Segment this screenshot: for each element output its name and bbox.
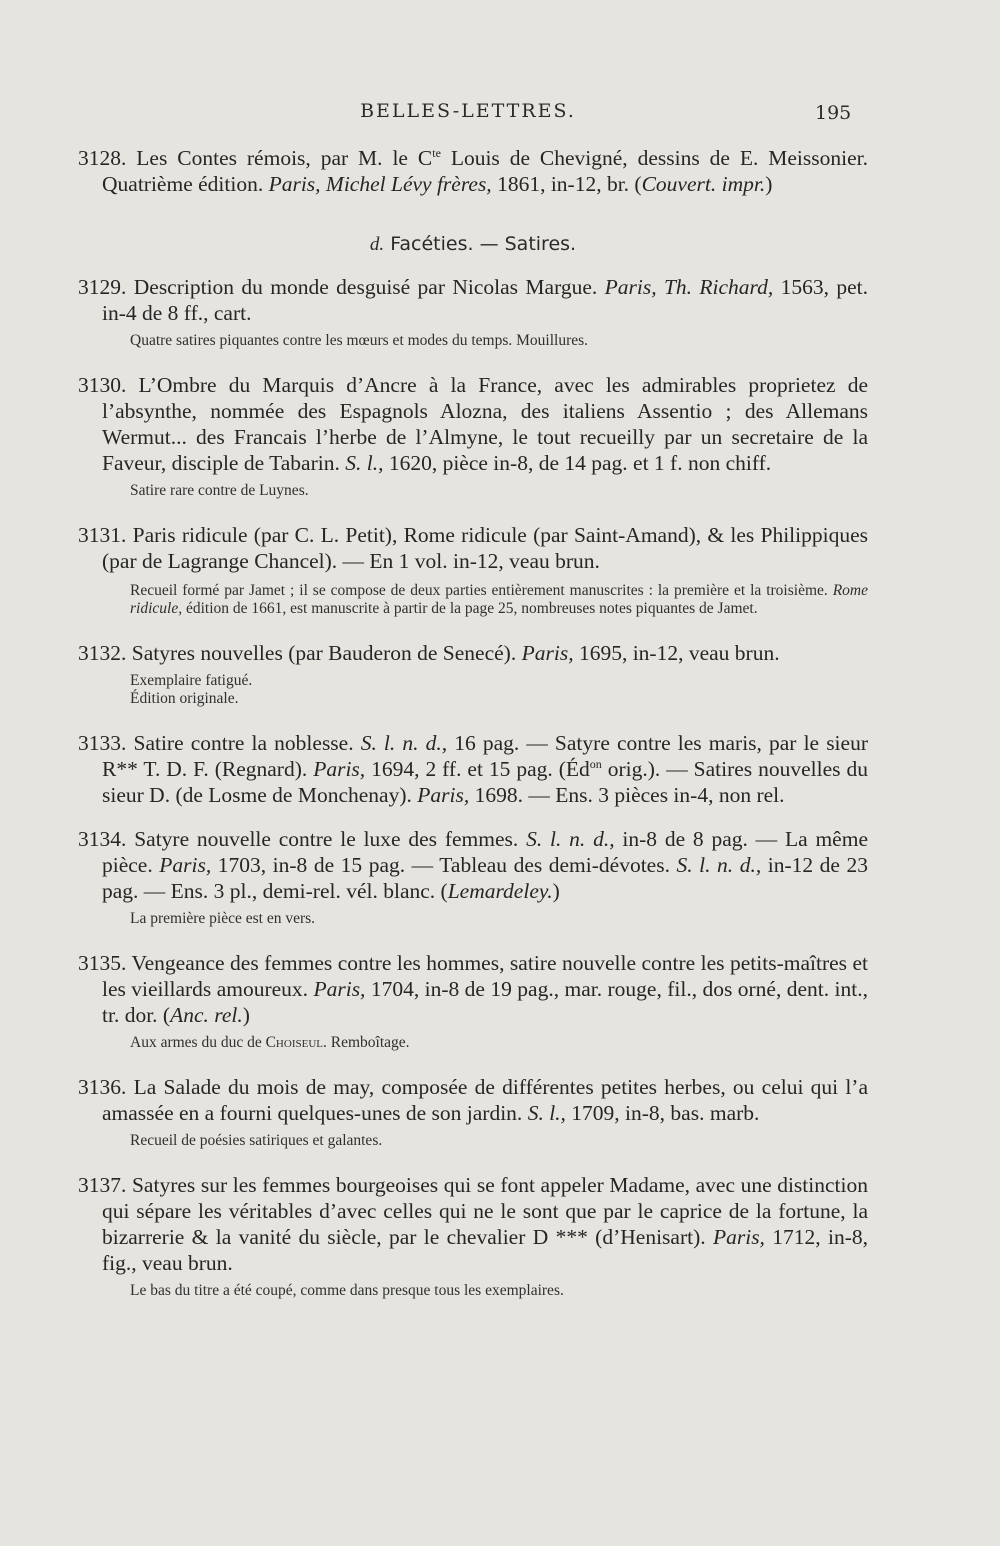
entry-3128 — [78, 145, 868, 197]
entry-number: 3131. — [78, 523, 127, 547]
entry-text-part: 1861, in-12, br. ( — [491, 172, 642, 196]
entry-text-part: 1703, in-8 de 15 pag. — Tableau des demi-dévotes. — [211, 853, 677, 877]
entry-number: 3137. — [78, 1173, 127, 1197]
entry-text-part: 1563, pet. in-4 de 8 ff., cart. — [102, 275, 868, 325]
entry-text-part: 1712, in-8, fig., veau brun. — [102, 1225, 868, 1275]
entry-text-part: Satyres nouvelles (par Bauderon de Senecé). — [131, 641, 522, 665]
entry-text — [78, 274, 868, 326]
entry-text-part: orig.). — Satires nouvelles du sieur D. (de Losme de Monchenay). — [102, 757, 868, 807]
entry-text-part: La Salade du mois de may, composée de différentes petites herbes, ou celui qui l’a amassée en a fourni quelques-unes de son jardin. — [102, 1075, 869, 1125]
imprint: Paris, — [521, 641, 574, 665]
page-number: 195 — [815, 102, 852, 124]
section-label: d. — [369, 234, 385, 255]
entry-text-part: 1698. — Ens. 3 pièces in-4, non rel. — [469, 783, 785, 807]
entry-text-part: L’Ombre du Marquis d’Ancre à la France, avec les admirables proprietez de l’absynthe, nommée des Espagnols Alozna, des italiens Assentio ; des Allemans Wermut... des Francais l’herbe de l’Almyne, le tout recueilly par un secretaire de la Faveur, disciple de Tabarin. — [102, 373, 868, 475]
imprint: S. l., — [345, 451, 384, 475]
entry-text-part: Satyre nouvelle contre le luxe des femmes. — [134, 827, 527, 851]
entry-text-part: Louis de Chevigné, dessins de E. Meissonier. Quatrième édition. — [102, 146, 868, 196]
superscript: on — [589, 756, 602, 771]
imprint: S. l. n. d., — [676, 853, 762, 877]
imprint: Paris, Michel Lévy frères, — [268, 172, 492, 196]
entry-note: Le bas du titre a été coupé, comme dans presque tous les exemplaires. — [130, 1282, 564, 1299]
entry-text — [78, 1074, 868, 1126]
entry-3130 — [78, 372, 868, 500]
entry-number: 3133. — [78, 731, 127, 755]
entry-text — [78, 950, 868, 1028]
entry-note: La première pièce est en vers. — [130, 910, 316, 927]
entry-text-part: Les Contes rémois, par M. le C — [136, 146, 433, 170]
running-title: BELLES-LETTRES. — [360, 100, 576, 122]
entry-3132 — [78, 640, 868, 708]
note-text-part: Aux armes du duc de — [130, 1034, 266, 1051]
entry-number: 3132. — [78, 641, 127, 665]
entry-text-part: 1694, 2 ff. et 15 pag. (Éd — [365, 757, 590, 781]
entry-number: 3130. — [78, 373, 127, 397]
entry-text-part: Paris ridicule (par C. L. Petit), Rome ridicule (par Saint-Amand), & les Philippiques (par de Lagrange Chancel). — En 1 vol. in-12, veau brun. — [102, 523, 869, 573]
entry-3135 — [78, 950, 868, 1052]
entry-number: 3135. — [78, 951, 127, 975]
entry-note: Recueil de poésies satiriques et galantes. — [130, 1132, 383, 1149]
entry-number: 3129. — [78, 275, 127, 299]
entry-note: Quatre satires piquantes contre les mœurs et modes du temps. Mouillures. — [130, 332, 589, 349]
imprint: Paris, — [159, 853, 212, 877]
superscript: te — [432, 145, 441, 160]
entry-text-part: in-8 de 8 pag. — La même pièce. — [102, 827, 868, 877]
entry-text-part: 16 pag. — Satyre contre les maris, par le sieur R** T. D. F. (Regnard). — [102, 731, 868, 781]
entry-number: 3134. — [78, 827, 127, 851]
imprint: S. l., — [527, 1101, 566, 1125]
note-text-part: . Remboîtage. — [322, 1034, 410, 1051]
binder-note: Anc. rel. — [170, 1003, 243, 1027]
entry-3137 — [78, 1172, 868, 1300]
entry-text-part: ) — [552, 879, 560, 903]
entry-3134 — [78, 826, 868, 928]
entry-text-part: 1620, pièce in-8, de 14 pag. et 1 f. non chiff. — [383, 451, 772, 475]
entry-number: 3136. — [78, 1075, 127, 1099]
imprint: Paris, — [313, 757, 366, 781]
section-title: Facéties. — Satires. — [390, 233, 577, 255]
entry-3129 — [78, 274, 868, 350]
entry-text — [78, 522, 868, 574]
entry-text — [78, 730, 868, 808]
entry-note: Édition originale. — [130, 690, 239, 707]
entry-text-part: Satyres sur les femmes bourgeoises qui se font appeler Madame, avec une distinction qui sépare les véritables d’avec celles qui ne le sont que par le caprice de la fortune, la bizarrerie & la vanité du siècle, par le chevalier D *** (d’Henisart). — [102, 1173, 868, 1249]
imprint: Paris, — [313, 977, 366, 1001]
imprint: S. l. n. d., — [360, 731, 448, 755]
note-name: Choiseul — [265, 1034, 323, 1051]
entry-text-part: 1709, in-8, bas. marb. — [565, 1101, 760, 1125]
imprint: Paris, Th. Richard, — [604, 275, 774, 299]
entry-text — [78, 372, 868, 476]
entry-note — [78, 1034, 868, 1052]
imprint: Paris, — [417, 783, 470, 807]
note-text-part: Recueil formé par Jamet ; il se compose de deux parties entièrement manuscrites : la première et la troisième. — [130, 582, 833, 599]
entry-text — [78, 640, 868, 666]
note-text-part: édition de 1661, est manuscrite à partir de la page 25, nombreuses notes piquantes de Jamet. — [182, 600, 758, 617]
binder-note: Couvert. impr. — [641, 172, 766, 196]
entry-text-part: 1704, in-8 de 19 pag., mar. rouge, fil., dos orné, dent. int., tr. dor. ( — [102, 977, 868, 1027]
entry-3136 — [78, 1074, 868, 1150]
entry-3133 — [78, 730, 868, 808]
entry-text-part: ) — [242, 1003, 250, 1027]
entry-note — [78, 582, 868, 618]
imprint: S. l. n. d., — [526, 827, 615, 851]
catalogue-entries — [78, 145, 868, 1300]
running-head — [0, 100, 1000, 130]
entry-text-part: Satire contre la noblesse. — [133, 731, 361, 755]
note-title: Rome ridicule, — [130, 582, 868, 617]
entry-text-part: ) — [765, 172, 773, 196]
imprint: Paris, — [712, 1225, 765, 1249]
binder-note: Lemardeley. — [447, 879, 553, 903]
entry-text-part: Description du monde desguisé par Nicolas Margue. — [133, 275, 605, 299]
section-heading — [78, 233, 868, 256]
entry-number: 3128. — [78, 146, 127, 170]
entry-text — [78, 1172, 868, 1276]
entry-note: Satire rare contre de Luynes. — [130, 482, 309, 499]
entry-text — [78, 826, 868, 904]
entry-note: Exemplaire fatigué. — [130, 672, 253, 689]
entry-text-part: 1695, in-12, veau brun. — [573, 641, 780, 665]
entry-3131 — [78, 522, 868, 618]
entry-text-part: Vengeance des femmes contre les hommes, satire nouvelle contre les petits-maîtres et les vieillards amoureux. — [102, 951, 868, 1001]
entry-text — [78, 145, 868, 197]
entry-text-part: in-12 de 23 pag. — Ens. 3 pl., demi-rel. vél. blanc. ( — [102, 853, 868, 903]
